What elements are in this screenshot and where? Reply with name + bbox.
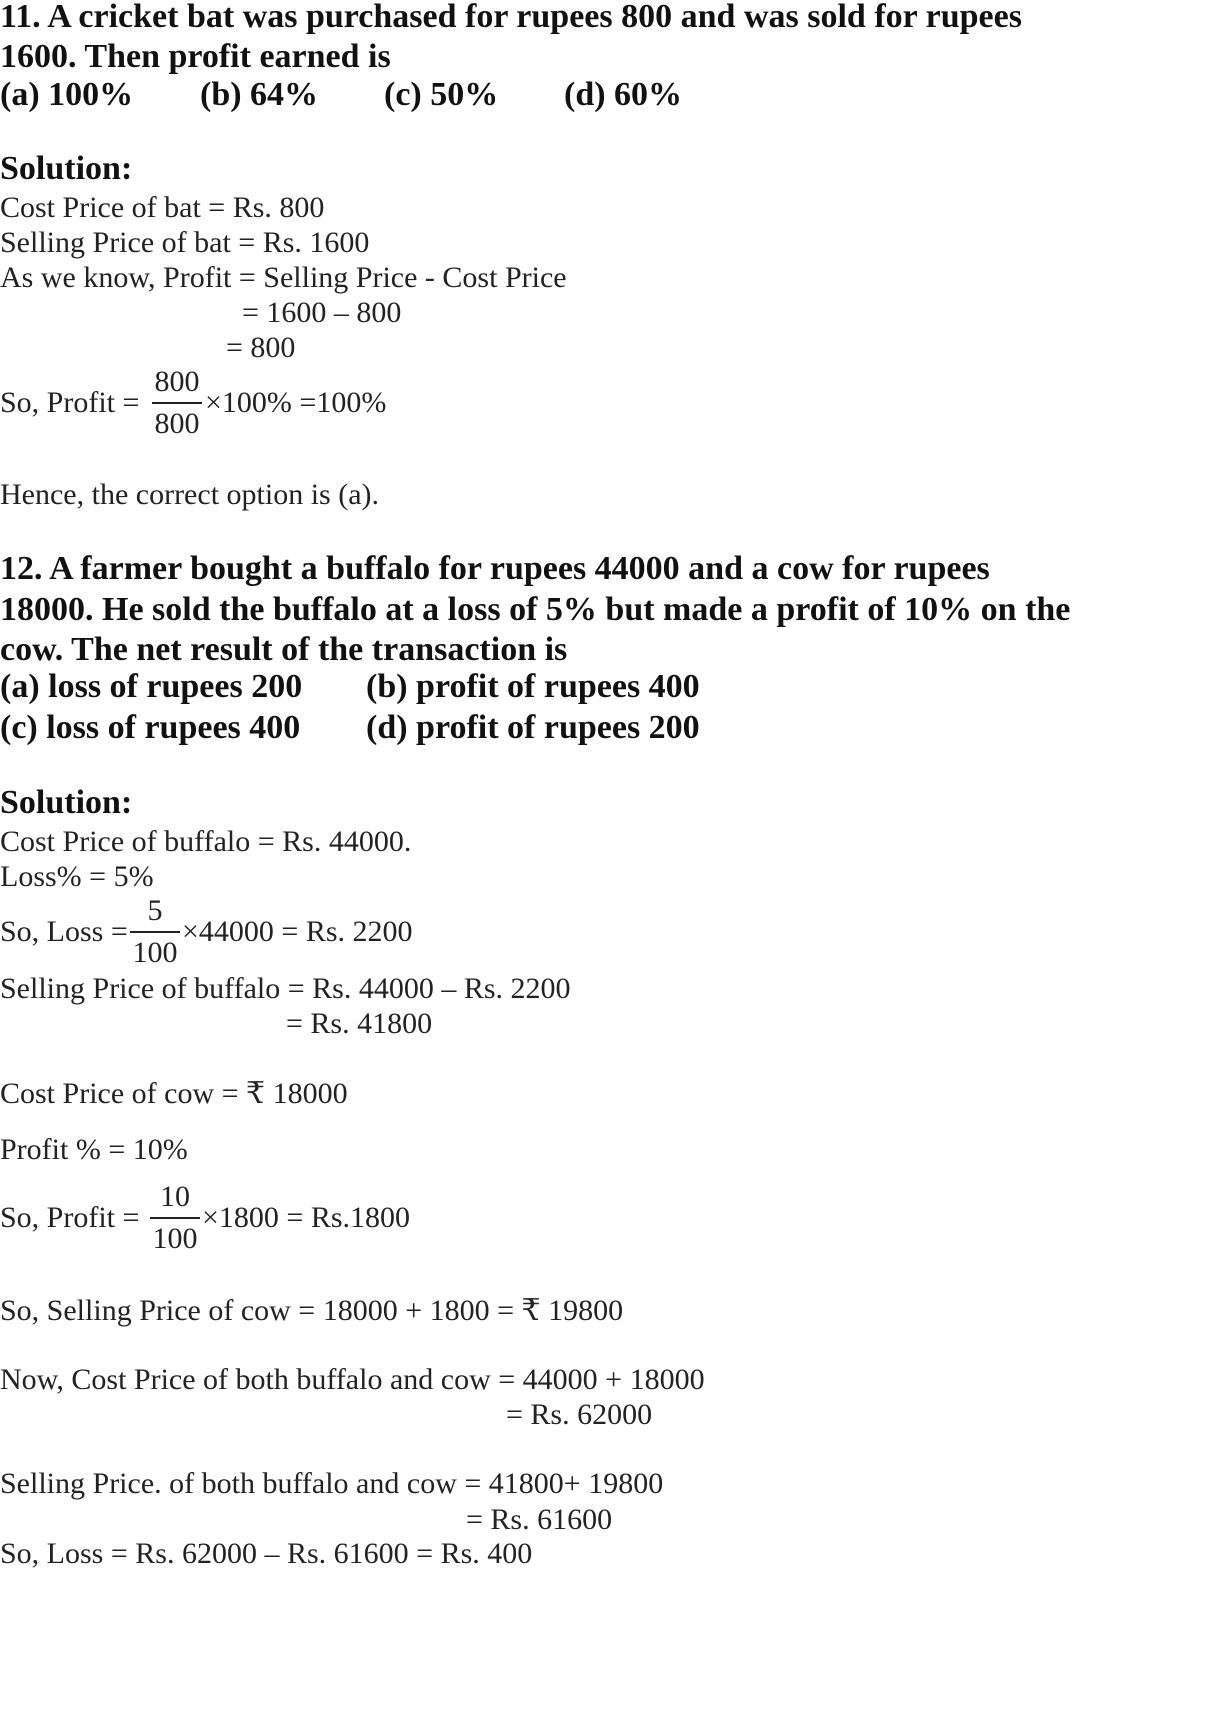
fraction-bar	[152, 402, 202, 404]
solution-11-step-2: = 800	[226, 331, 296, 364]
solution-12-selling-buffalo: Selling Price of buffalo = Rs. 44000 – Rs. 2200	[0, 972, 571, 1005]
question-11-option-c: (c) 50%	[384, 76, 499, 113]
solution-11-conclusion: Hence, the correct option is (a).	[0, 478, 379, 511]
solution-11-profit-prefix: So, Profit =	[0, 386, 140, 419]
solution-11-heading: Solution:	[0, 150, 133, 187]
solution-12-profit-prefix: So, Profit =	[0, 1201, 140, 1234]
fraction-bar	[150, 1217, 200, 1219]
question-12-line-1: 12. A farmer bought a buffalo for rupees 44000 and a cow for rupees	[0, 550, 990, 587]
solution-12-loss-fraction	[130, 893, 180, 971]
question-12-option-c: (c) loss of rupees 400	[0, 709, 301, 746]
fraction-denominator: 800	[154, 407, 200, 440]
solution-12-loss-percent: Loss% = 5%	[0, 860, 154, 893]
fraction-numerator: 800	[154, 365, 200, 398]
question-12-line-3: cow. The net result of the transaction is	[0, 631, 568, 668]
solution-11-profit-formula: As we know, Profit = Selling Price - Cost Price	[0, 261, 567, 294]
solution-12-heading: Solution:	[0, 784, 133, 821]
solution-12-total-selling-result: = Rs. 61600	[466, 1503, 613, 1536]
question-12-option-a: (a) loss of rupees 200	[0, 668, 303, 705]
solution-12-total-cost: Now, Cost Price of both buffalo and cow = 44000 + 18000	[0, 1363, 705, 1396]
fraction-denominator: 100	[132, 936, 178, 969]
question-12-option-b: (b) profit of rupees 400	[366, 668, 700, 705]
question-11-option-b: (b) 64%	[200, 76, 319, 113]
solution-12-profit-percent: Profit % = 10%	[0, 1133, 188, 1166]
solution-11-profit-result: ×100% =100%	[205, 386, 387, 419]
question-11-option-d: (d) 60%	[564, 76, 683, 113]
fraction-bar	[130, 931, 180, 933]
question-12-option-d: (d) profit of rupees 200	[366, 709, 700, 746]
solution-11-cost-price: Cost Price of bat = Rs. 800	[0, 191, 325, 224]
solution-12-net-loss: So, Loss = Rs. 62000 – Rs. 61600 = Rs. 400	[0, 1537, 533, 1570]
solution-11-step-1: = 1600 – 800	[242, 296, 402, 329]
solution-12-total-cost-result: = Rs. 62000	[506, 1398, 653, 1431]
solution-12-selling-buffalo-result: = Rs. 41800	[286, 1007, 433, 1040]
question-11-line-1: 11. A cricket bat was purchased for rupees 800 and was sold for rupees	[0, 0, 1022, 35]
fraction-numerator: 10	[160, 1180, 190, 1213]
fraction-numerator: 5	[147, 894, 163, 927]
question-11-option-a: (a) 100%	[0, 76, 134, 113]
solution-12-loss-result: ×44000 = Rs. 2200	[182, 915, 413, 948]
question-12-line-2: 18000. He sold the buffalo at a loss of 5% but made a profit of 10% on the	[0, 591, 1071, 628]
solution-12-selling-cow: So, Selling Price of cow = 18000 + 1800 = ₹ 19800	[0, 1294, 624, 1327]
solution-12-total-selling: Selling Price. of both buffalo and cow = 41800+ 19800	[0, 1467, 664, 1500]
solution-11-fraction	[152, 364, 202, 442]
question-11-line-2: 1600. Then profit earned is	[0, 38, 391, 75]
solution-12-loss-prefix: So, Loss =	[0, 915, 128, 948]
solution-12-profit-fraction	[150, 1179, 200, 1257]
solution-11-selling-price: Selling Price of bat = Rs. 1600	[0, 226, 370, 259]
solution-12-cost-cow: Cost Price of cow = ₹ 18000	[0, 1077, 348, 1110]
solution-12-cost-buffalo: Cost Price of buffalo = Rs. 44000.	[0, 825, 412, 858]
fraction-denominator: 100	[152, 1222, 198, 1255]
solution-12-profit-result: ×1800 = Rs.1800	[202, 1201, 411, 1234]
